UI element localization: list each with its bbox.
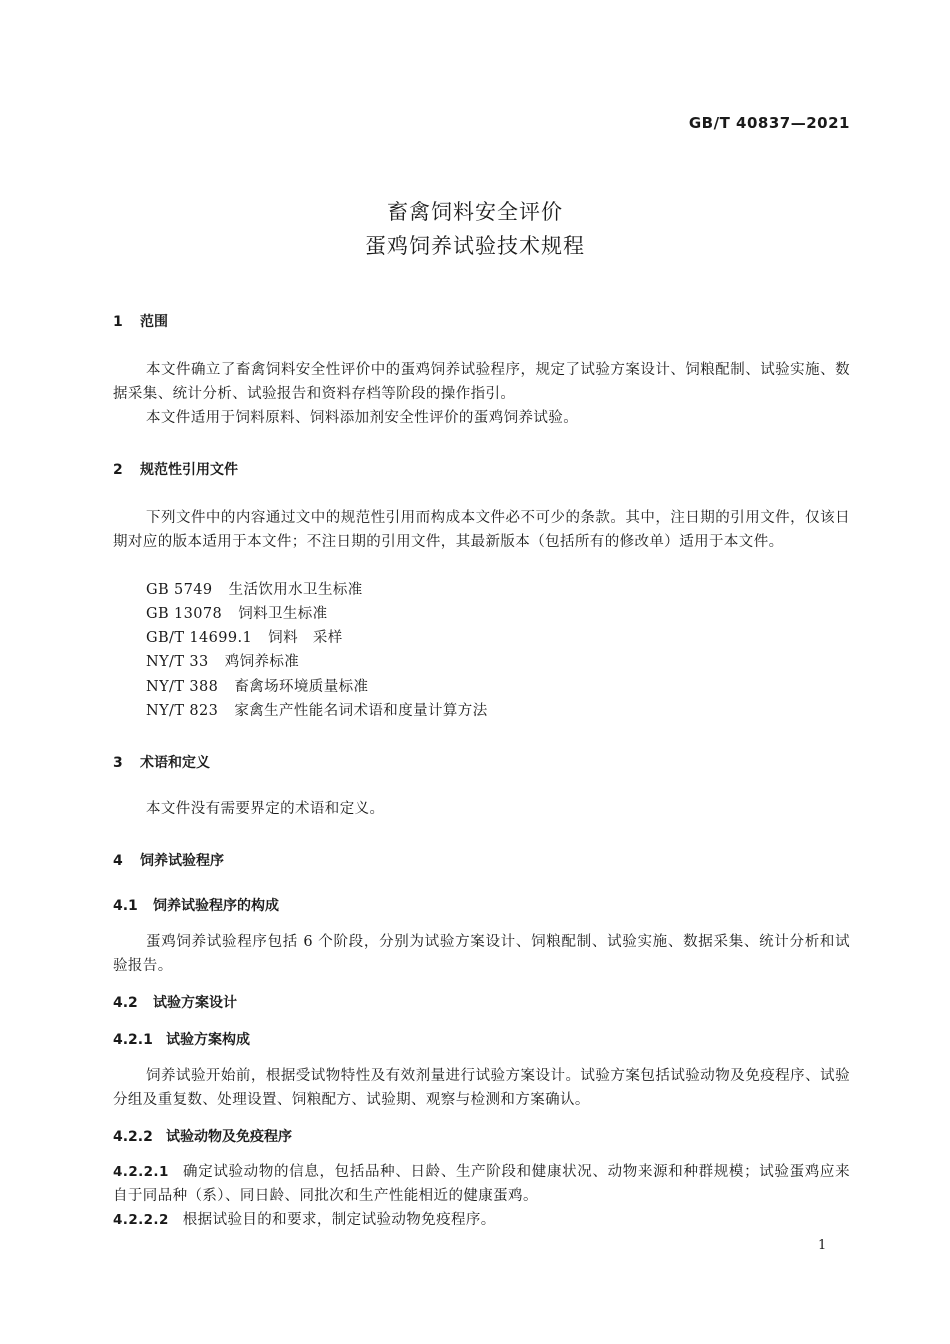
section-title: 试验方案设计 [153,995,237,1011]
section-4-2-1-paragraph-1: 饲养试验开始前，根据受试物特性及有效剂量进行试验方案设计。试验方案包括试验动物及免疫程序、试验分组及重复数、处理设置、饲粮配方、试验期、观察与检测和方案确认。 [113,1068,850,1108]
section-4-2-2-heading [113,1126,292,1146]
section-title: 规范性引用文件 [140,462,238,478]
clause-text: 确定试验动物的信息，包括品种、日龄、生产阶段和健康状况、动物来源和种群规模；试验蛋鸡应来自于同品种（系）、同日龄、同批次和生产性能相近的健康蛋鸡。 [113,1164,850,1204]
section-number: 4.2.1 [113,1032,153,1048]
section-number: 3 [113,755,123,771]
section-title: 饲养试验程序的构成 [153,898,279,914]
section-2-heading [113,459,238,479]
section-1-paragraph-2: 本文件适用于饲料原料、饲料添加剂安全性评价的蛋鸡饲养试验。 [146,410,579,426]
document-title-line2: 蛋鸡饲养试验技术规程 [365,234,585,258]
reference-title: 生活饮用水卫生标准 [228,582,363,598]
section-title: 试验动物及免疫程序 [166,1129,292,1145]
reference-title: 家禽生产性能名词术语和度量计算方法 [234,703,488,719]
standard-code: GB/T 40837—2021 [688,114,850,132]
section-number: 2 [113,462,123,478]
section-4-heading [113,850,224,870]
section-1-heading [113,311,168,331]
reference-code: NY/T 823 [146,703,219,719]
reference-code: NY/T 388 [146,679,219,695]
clause-text: 根据试验目的和要求，制定试验动物免疫程序。 [182,1212,496,1228]
section-2-paragraph-1: 下列文件中的内容通过文中的规范性引用而构成本文件必不可少的条款。其中，注日期的引用文件，仅该日期对应的版本适用于本文件；不注日期的引用文件，其最新版本（包括所有的修改单）适用于本文件。 [113,510,850,550]
section-title: 范围 [140,314,168,330]
section-3-heading [113,752,210,772]
section-4-1-paragraph-1: 蛋鸡饲养试验程序包括 6 个阶段，分别为试验方案设计、饲粮配制、试验实施、数据采集、统计分析和试验报告。 [113,934,850,974]
page-number: 1 [818,1238,827,1253]
reference-title: 畜禽场环境质量标准 [234,679,369,695]
section-number: 4.1 [113,898,138,914]
document-title-line1: 畜禽饲料安全评价 [387,200,563,224]
reference-title: 饲料卫生标准 [238,606,328,622]
section-3-paragraph-1: 本文件没有需要界定的术语和定义。 [146,801,385,817]
section-4-2-1-heading [113,1029,250,1049]
reference-item [146,699,488,720]
reference-item [146,602,328,623]
section-4-2-heading [113,992,237,1012]
reference-item [146,578,363,599]
clause-number: 4.2.2.2 [113,1212,169,1228]
reference-code: GB 13078 [146,606,223,622]
reference-item [146,650,299,671]
section-title: 术语和定义 [140,755,210,771]
reference-item [146,675,368,696]
clause-4-2-2-1 [113,1160,850,1208]
section-number: 4.2 [113,995,138,1011]
section-title: 试验方案构成 [166,1032,250,1048]
section-1-paragraph-1: 本文件确立了畜禽饲料安全性评价中的蛋鸡饲养试验程序，规定了试验方案设计、饲粮配制、试验实施、数据采集、统计分析、试验报告和资料存档等阶段的操作指引。 [113,362,850,402]
section-4-1-heading [113,895,279,915]
section-number: 1 [113,314,123,330]
reference-code: NY/T 33 [146,654,209,670]
reference-title: 鸡饲养标准 [224,654,300,670]
reference-code: GB/T 14699.1 [146,630,253,646]
section-number: 4 [113,853,123,869]
section-title: 饲养试验程序 [140,853,224,869]
reference-code: GB 5749 [146,582,213,598]
section-number: 4.2.2 [113,1129,153,1145]
reference-item [146,626,343,647]
clause-4-2-2-2 [113,1208,850,1232]
clause-number: 4.2.2.1 [113,1164,169,1180]
reference-title: 饲料 采样 [268,630,343,646]
